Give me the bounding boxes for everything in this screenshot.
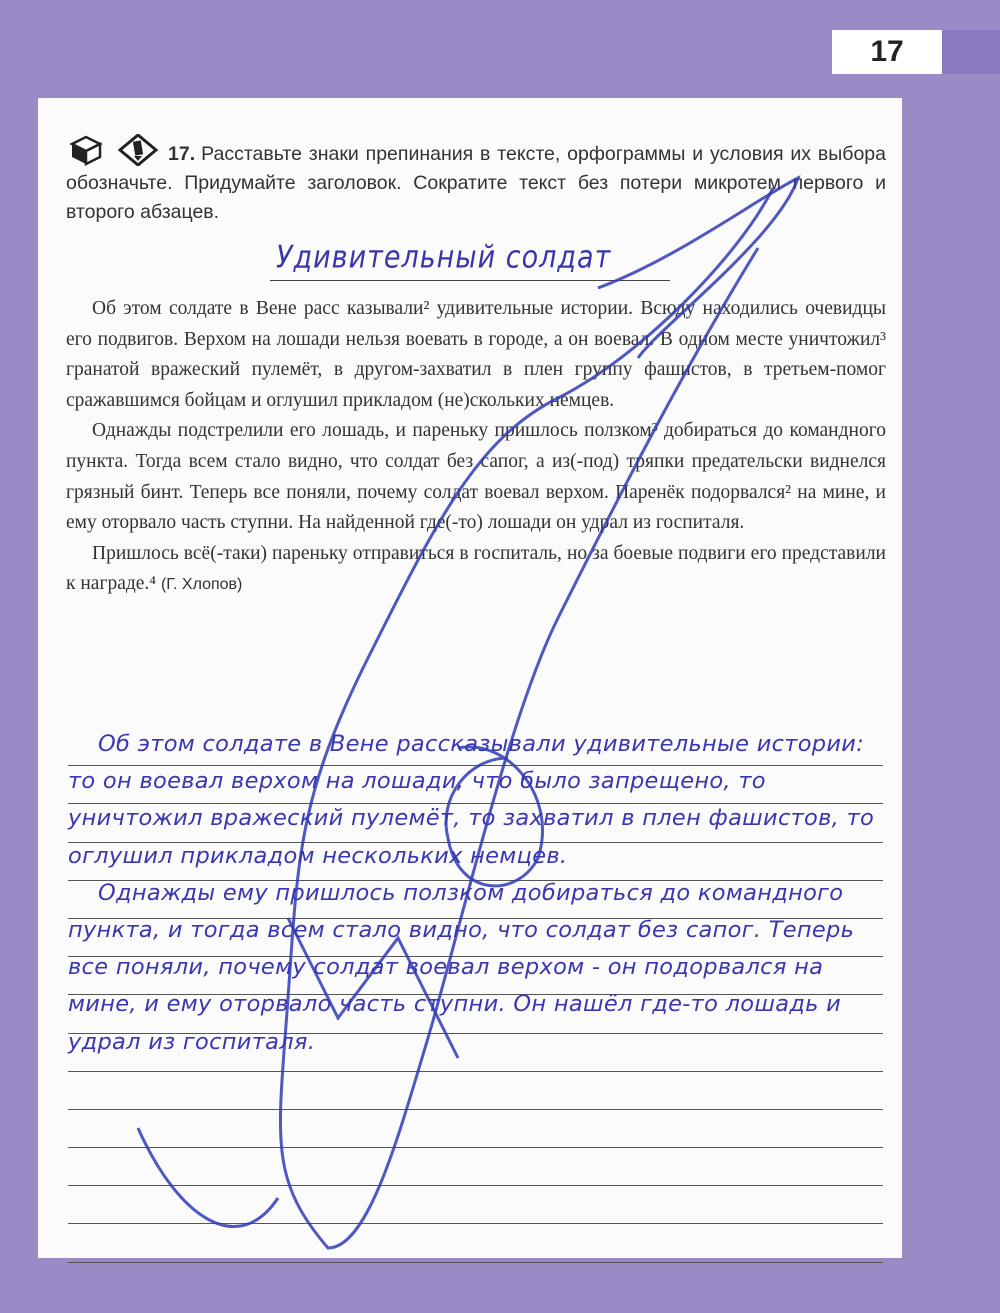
- page-number-box: [832, 30, 942, 74]
- handwritten-answer: [68, 726, 898, 1061]
- answer-paragraph-2: Однажды ему пришлось ползком добираться до командного пункта, и тогда всем стало видно, что солдат без сапог. Теперь все поняли, почему солдат воевал верхом - он подорвался на мине, и ему оторвало часть ступни. Он нашёл где-то лошадь и удрал из госпиталя.: [68, 879, 855, 1055]
- task-icons: [66, 134, 158, 166]
- task-number: 17.: [168, 143, 196, 165]
- task-instruction: Расставьте знаки препинания в тексте, орфограммы и условия их выбора обозначьте. Придумайте заголовок. Сократите текст без потери микротем первого и второго абзацев.: [66, 143, 886, 223]
- text-author: (Г. Хлопов): [160, 576, 243, 594]
- page-number: 17: [870, 35, 904, 68]
- pencil-diamond-icon: [118, 134, 158, 166]
- exercise-text: [66, 294, 886, 601]
- answer-paragraph-1: Об этом солдате в Вене рассказывали удивительные истории: то он воевал верхом на лошади, что было запрещено, то уничтожил вражеский пулемёт, то захватил в плен фашистов, то оглушил прикладом нескольких немцев.: [68, 731, 875, 869]
- text-paragraph-3: [66, 539, 886, 601]
- handwritten-title: Удивительный солдат: [276, 239, 612, 276]
- text-paragraph-1: Об этом солдате в Вене расс казывали² удивительные истории. Всюду находились очевидцы его подвигов. Верхом на лошади нельзя воевать в городе, а он воевал. В одном месте уничтожил³ гранатой вражеский пулемёт, в другом-захватил в плен группу фашистов, в третьем-помог сражавшимся бойцам и оглушил прикладом (не)скольких немцев.: [66, 298, 886, 411]
- text-paragraph-2: Однажды подстрелили его лошадь, и пареньку пришлось ползком³ добираться до командного пункта. Тогда всем стало видно, что солдат без сапог, а из(-под) тряпки предательски виднелся грязный бинт. Теперь все поняли, почему солдат воевал верхом. Паренёк подорвался² на мине, и ему оторвало часть ступни. На найденной где(-то) лошади он удрал из госпиталя.: [66, 420, 886, 534]
- worksheet: [38, 98, 902, 1258]
- text-paragraph-3-body: Пришлось всё(-таки) пареньку отправиться в госпиталь, но за боевые подвиги его представили к награде.⁴: [66, 542, 886, 595]
- page-edge-tab: [942, 30, 1000, 74]
- task-block: [66, 134, 886, 227]
- cube-icon: [66, 134, 106, 166]
